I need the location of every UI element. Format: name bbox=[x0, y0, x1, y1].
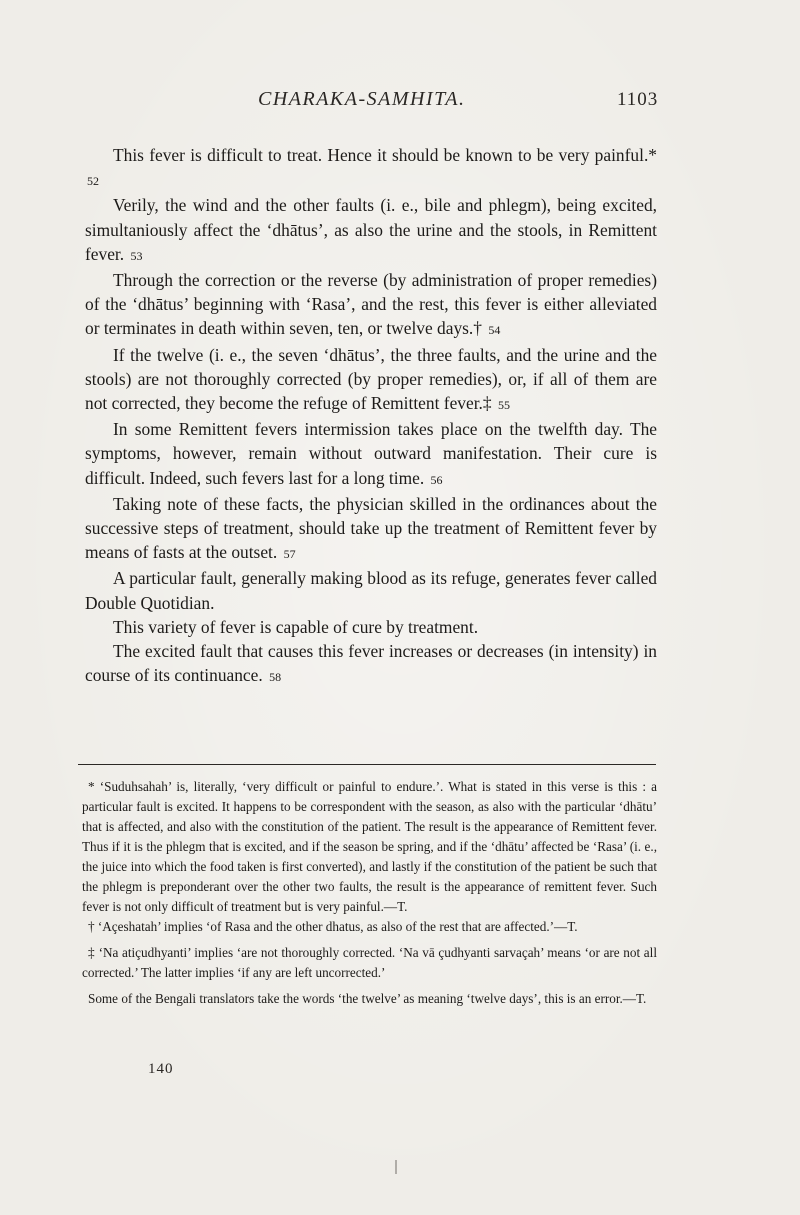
page-number: 1103 bbox=[617, 89, 659, 110]
verse-number: 53 bbox=[130, 248, 143, 263]
paragraph-text: In some Remittent fevers intermission takes place on the twelfth day. The symptoms, however, remain without outward manifestation. Their cure is difficult. Indeed, such fevers last for a long time. bbox=[85, 419, 657, 488]
verse-number: 52 bbox=[87, 174, 99, 189]
paragraph bbox=[85, 566, 657, 614]
paragraph bbox=[85, 492, 657, 567]
paragraph-text: The excited fault that causes this fever increases or decreases (in intensity) in course of its continuance. bbox=[85, 641, 657, 686]
page-header bbox=[0, 88, 800, 118]
verse-number: 58 bbox=[269, 670, 282, 685]
verse-number: 54 bbox=[488, 323, 501, 338]
paragraph-text: If the twelve (i. e., the seven ‘dhātus’, the three faults, and the urine and the stools) are not thoroughly corrected (by proper remedies), or, if all of them are not corrected, they become the refuge of Remittent fever.‡ bbox=[85, 344, 657, 414]
footnote: † ‘Açeshatah’ implies ‘of Rasa and the other dhatus, as also of the rest that are affected.’—T. bbox=[88, 919, 578, 934]
paragraph bbox=[85, 417, 657, 492]
verse-number: 56 bbox=[430, 472, 443, 487]
paragraph bbox=[85, 193, 657, 268]
paragraph bbox=[85, 639, 657, 689]
paragraph-text: Through the correction or the reverse (by administration of proper remedies) of the ‘dhātus’ beginning with ‘Rasa’, and the rest, this fever is either alleviated or terminates in death within seven, ten, or twelve days.† bbox=[85, 270, 657, 339]
paragraph-text: A particular fault, generally making blood as its refuge, generates fever called Double Quotidian. bbox=[85, 568, 657, 613]
paragraph-text: This variety of fever is capable of cure by treatment. bbox=[113, 616, 479, 637]
print-smudge bbox=[395, 1160, 397, 1174]
footnote: ‡ ‘Na atiçudhyanti’ implies ‘are not thoroughly corrected. ‘Na vā çudhyanti sarvaçah’ means ‘or are not all corrected.’ The latter implies ‘if any are left uncorrected.’ bbox=[82, 945, 657, 980]
paragraph bbox=[85, 615, 657, 639]
footnotes bbox=[82, 777, 657, 1015]
footnote-divider bbox=[78, 764, 656, 765]
paragraph bbox=[85, 343, 657, 418]
paragraph-text: Verily, the wind and the other faults (i. e., bile and phlegm), being excited, simultaniously affect the ‘dhātus’, as also the urine and the stools, in Remittent fever. bbox=[85, 195, 657, 264]
verse-number: 55 bbox=[497, 398, 510, 413]
paragraph-text: Taking note of these facts, the physician skilled in the ordinances about the successive steps of treatment, should take up the treatment of Remittent fever by means of fasts at the outset. bbox=[85, 493, 657, 563]
main-text bbox=[85, 143, 657, 689]
footnote: Some of the Bengali translators take the words ‘the twelve’ as meaning ‘twelve days’, this is an error.—T. bbox=[88, 991, 647, 1006]
verse-number: 57 bbox=[283, 547, 296, 562]
footnote: * ‘Suduhsahah’ is, literally, ‘very difficult or painful to endure.’. What is stated in this verse is this : a particular fault is excited. It happens to be correspondent with the season, as also with the particular ‘dhātu’ that is affected, and also with the constitution of the patient. The result is the appearance of Remittent fever. Thus if it is the phlegm that is excited, and if the season be spring, and if the ‘dhātu’ affected be ‘Rasa’ (i. e., the juice into which the food taken is first converted), and lastly if the constitution of the patient be such that the phlegm is preponderant over the other two faults, the result is the appearance of remittent fever. Such fever is not only difficult of treatment but is very painful.—T. bbox=[82, 779, 657, 914]
running-title: CHARAKA-SAMHITA. bbox=[258, 88, 466, 110]
signature-mark: 140 bbox=[148, 1061, 174, 1077]
paragraph-text: This fever is difficult to treat. Hence it should be known to be very painful.* bbox=[113, 145, 657, 165]
paragraph bbox=[85, 143, 657, 193]
paragraph bbox=[85, 268, 657, 343]
